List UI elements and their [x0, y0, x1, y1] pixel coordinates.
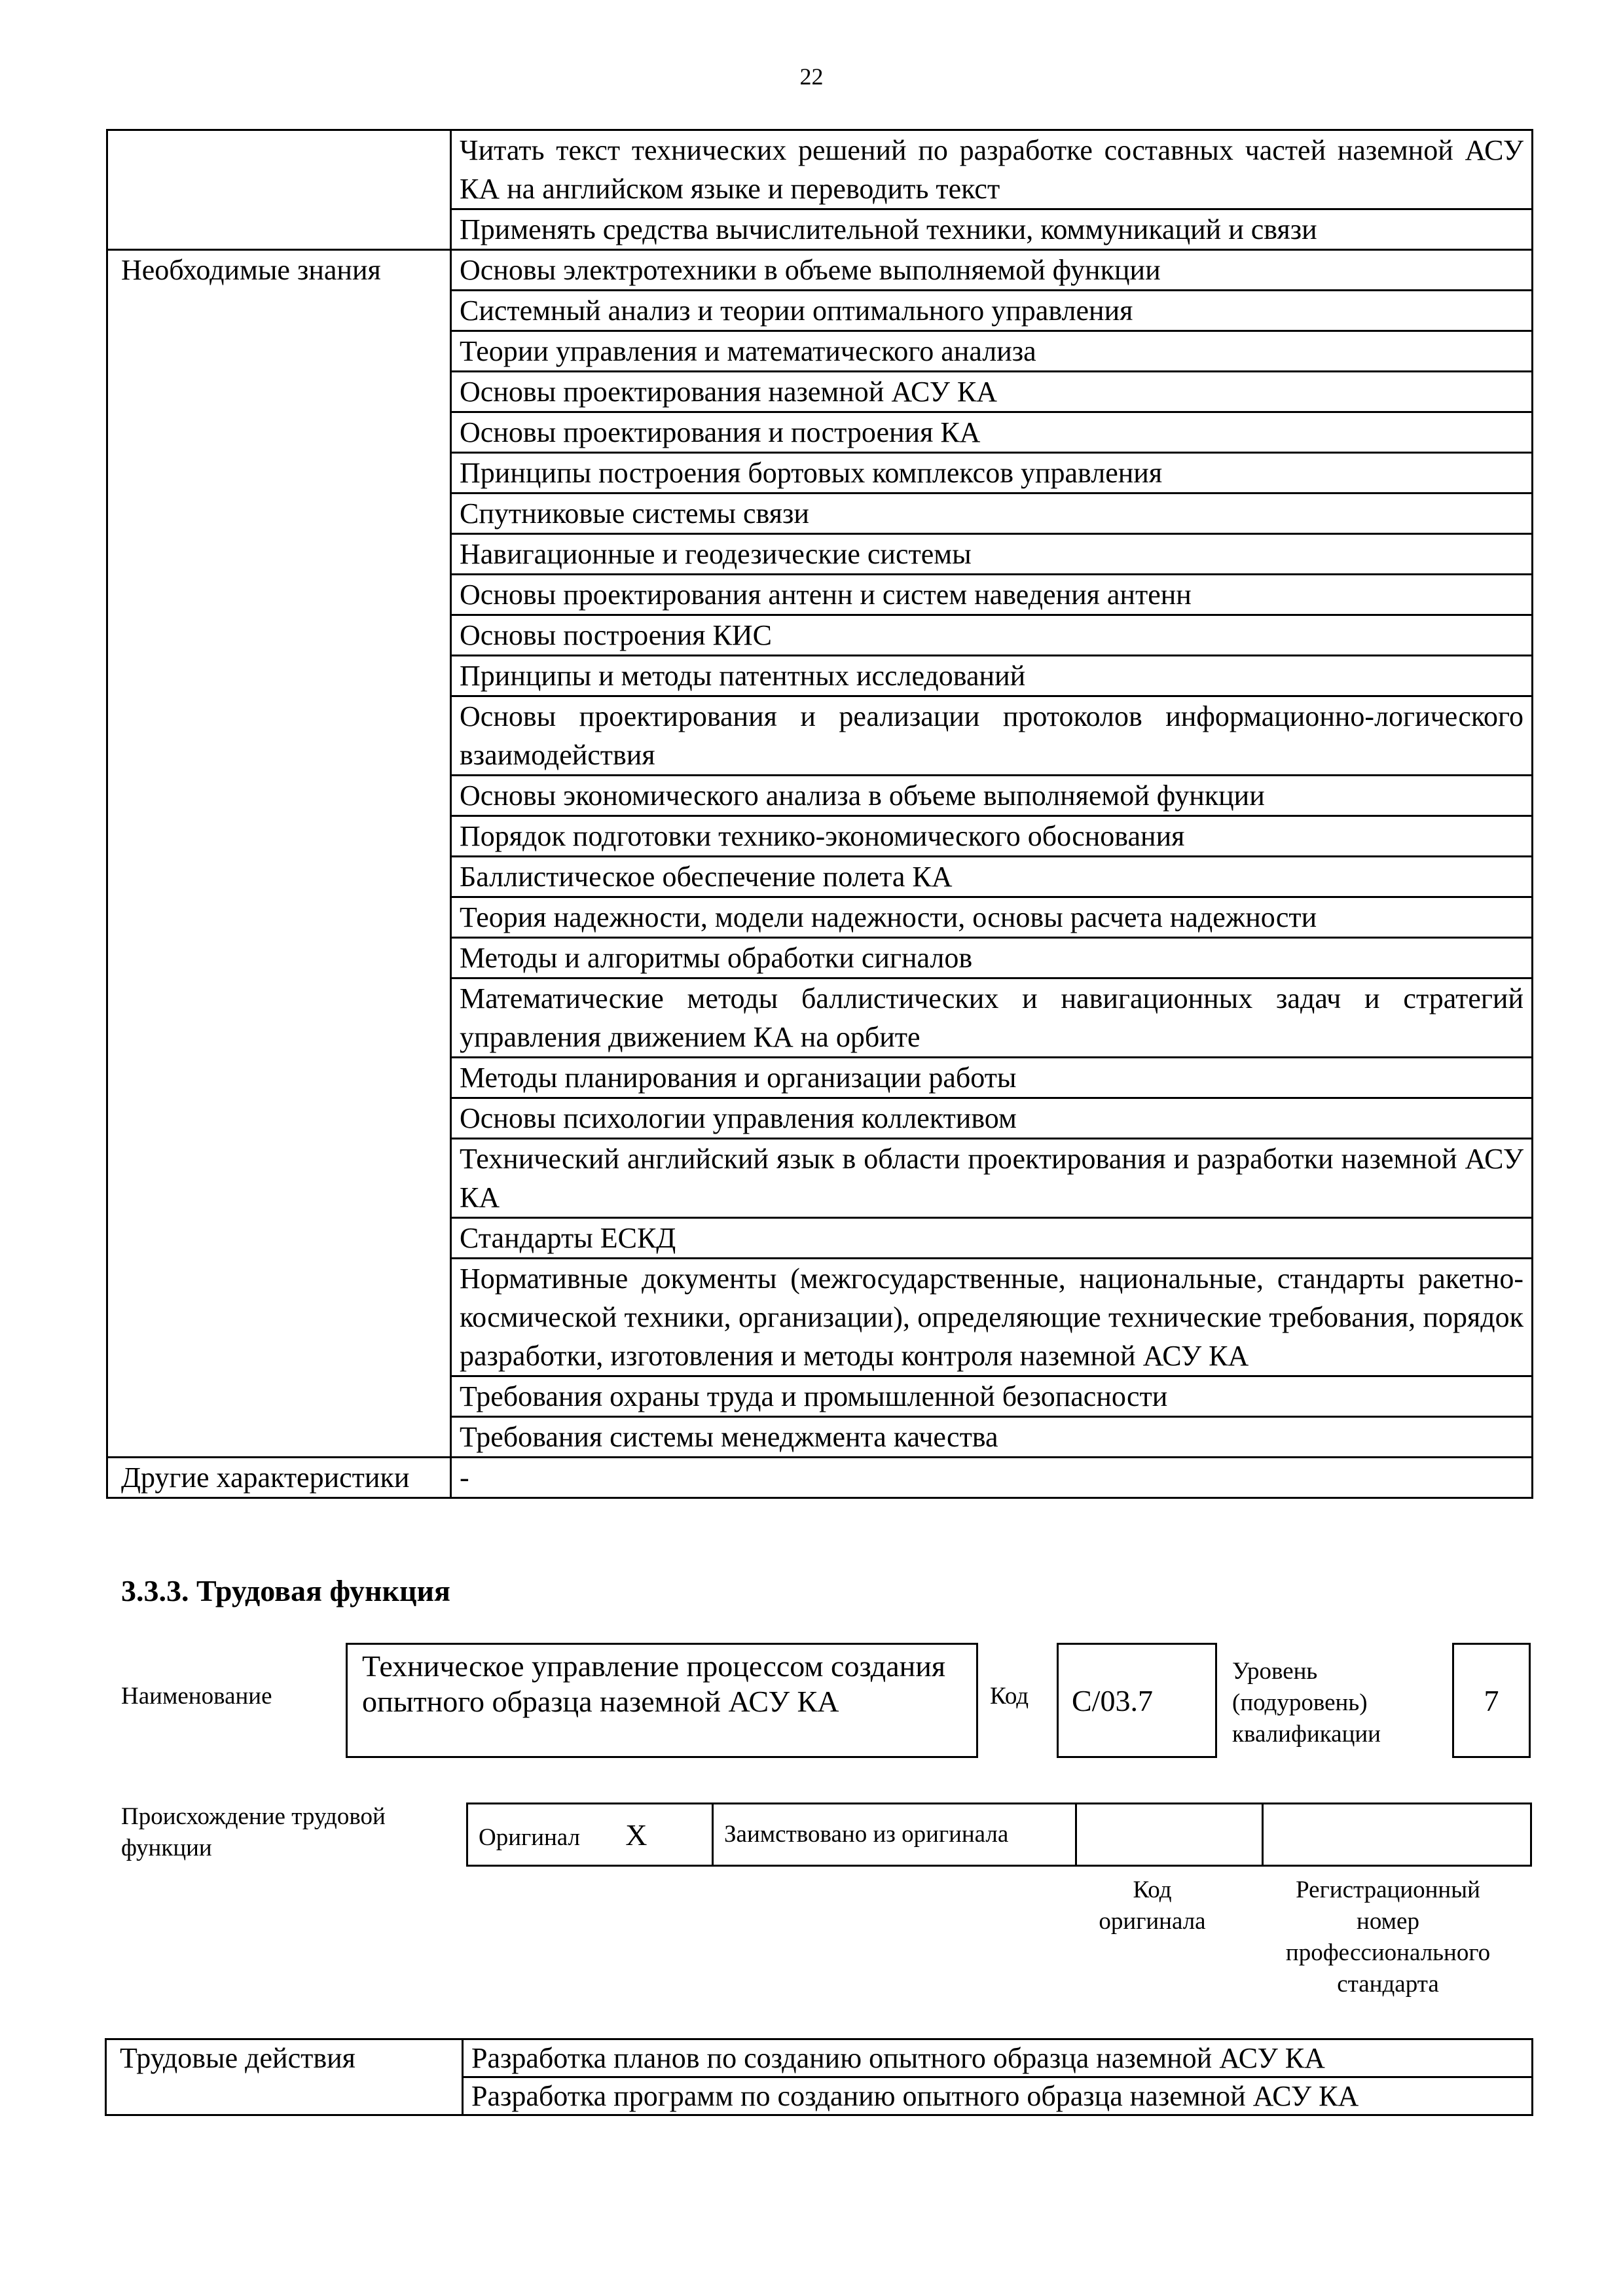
- requirements-value: Читать текст технических решений по разработке составных частей наземной АСУ КА на английском языке и переводить текст: [451, 130, 1533, 209]
- requirements-value: Нормативные документы (межгосударственные, национальные, стандарты ракетно-космической техники, организации), определяющие технические требования, порядок разработки, изготовления и методы контроля наземной АСУ КА: [451, 1259, 1533, 1376]
- requirements-value: Основы психологии управления коллективом: [451, 1098, 1533, 1139]
- requirements-label: [107, 130, 451, 250]
- requirements-value: Принципы построения бортовых комплексов управления: [451, 453, 1533, 493]
- level-label-text: Уровень (подуровень) квалификации: [1232, 1658, 1381, 1748]
- actions-table: [105, 2038, 1533, 2116]
- requirements-value: Навигационные и геодезические системы: [451, 534, 1533, 575]
- requirements-value: Спутниковые системы связи: [451, 493, 1533, 534]
- actions-row: [106, 2039, 1533, 2077]
- origin-reg-caption-text: Регистрационный номер профессионального стандарта: [1285, 1876, 1491, 1998]
- requirements-value: Требования системы менеджмента качества: [451, 1417, 1533, 1458]
- origin-borrowed-label: Заимствовано из оригинала: [724, 1821, 1009, 1848]
- requirements-value: Теории управления и математического анализа: [451, 331, 1533, 372]
- origin-borrowed-cell: [713, 1804, 1076, 1866]
- origin-original-mark: X: [625, 1818, 647, 1852]
- origin-table: [466, 1803, 1532, 1867]
- requirements-value: Порядок подготовки технико-экономического обоснования: [451, 816, 1533, 857]
- requirements-value: Основы проектирования антенн и систем наведения антенн: [451, 575, 1533, 615]
- requirements-row: [107, 130, 1533, 209]
- code-label: Код: [990, 1683, 1029, 1710]
- requirements-value: Основы проектирования наземной АСУ КА: [451, 372, 1533, 412]
- origin-label-text: Происхождение трудовой функции: [121, 1803, 386, 1861]
- requirements-value: Основы экономического анализа в объеме выполняемой функции: [451, 776, 1533, 816]
- requirements-value: Теория надежности, модели надежности, основы расчета надежности: [451, 897, 1533, 938]
- requirements-value: Методы планирования и организации работы: [451, 1058, 1533, 1098]
- requirements-label: Другие характеристики: [107, 1458, 451, 1498]
- origin-original-label: Оригинал: [479, 1823, 581, 1851]
- origin-code-caption-text: Код оригинала: [1099, 1876, 1206, 1935]
- code-value: С/03.7: [1057, 1643, 1217, 1758]
- requirements-value: Системный анализ и теории оптимального управления: [451, 291, 1533, 331]
- origin-reg-caption: [1244, 1874, 1532, 2000]
- requirements-table: [106, 129, 1533, 1499]
- requirements-value: Основы проектирования и построения КА: [451, 412, 1533, 453]
- requirements-value: Баллистическое обеспечение полета КА: [451, 857, 1533, 897]
- requirements-label: Необходимые знания: [107, 250, 451, 1458]
- level-label: [1232, 1656, 1402, 1750]
- name-label: Наименование: [121, 1683, 272, 1710]
- origin-code-cell: [1076, 1804, 1263, 1866]
- requirements-value: Применять средства вычислительной техники, коммуникаций и связи: [451, 209, 1533, 250]
- requirements-value: Основы проектирования и реализации протоколов информационно-логического взаимодействия: [451, 696, 1533, 776]
- requirements-value: Технический английский язык в области проектирования и разработки наземной АСУ КА: [451, 1139, 1533, 1218]
- actions-item: Разработка программ по созданию опытного образца наземной АСУ КА: [463, 2077, 1533, 2115]
- name-value: Техническое управление процессом создания опытного образца наземной АСУ КА: [346, 1643, 978, 1758]
- origin-original-cell: [467, 1804, 713, 1866]
- origin-reg-cell: [1263, 1804, 1531, 1866]
- origin-code-caption: [1074, 1874, 1231, 1937]
- origin-label: [121, 1801, 448, 1864]
- requirements-value: Стандарты ЕСКД: [451, 1218, 1533, 1259]
- section-title: 3.3.3. Трудовая функция: [121, 1574, 450, 1607]
- level-value: 7: [1452, 1643, 1531, 1758]
- actions-item: Разработка планов по созданию опытного образца наземной АСУ КА: [463, 2039, 1533, 2077]
- requirements-value: -: [451, 1458, 1533, 1498]
- requirements-value: Основы электротехники в объеме выполняемой функции: [451, 250, 1533, 291]
- requirements-row: [107, 250, 1533, 291]
- requirements-row: [107, 1458, 1533, 1498]
- actions-label: Трудовые действия: [106, 2039, 463, 2115]
- requirements-value: Математические методы баллистических и навигационных задач и стратегий управления движением КА на орбите: [451, 978, 1533, 1058]
- requirements-value: Принципы и методы патентных исследований: [451, 656, 1533, 696]
- requirements-value: Основы построения КИС: [451, 615, 1533, 656]
- page-number: 22: [799, 63, 824, 90]
- requirements-value: Требования охраны труда и промышленной безопасности: [451, 1376, 1533, 1417]
- requirements-value: Методы и алгоритмы обработки сигналов: [451, 938, 1533, 978]
